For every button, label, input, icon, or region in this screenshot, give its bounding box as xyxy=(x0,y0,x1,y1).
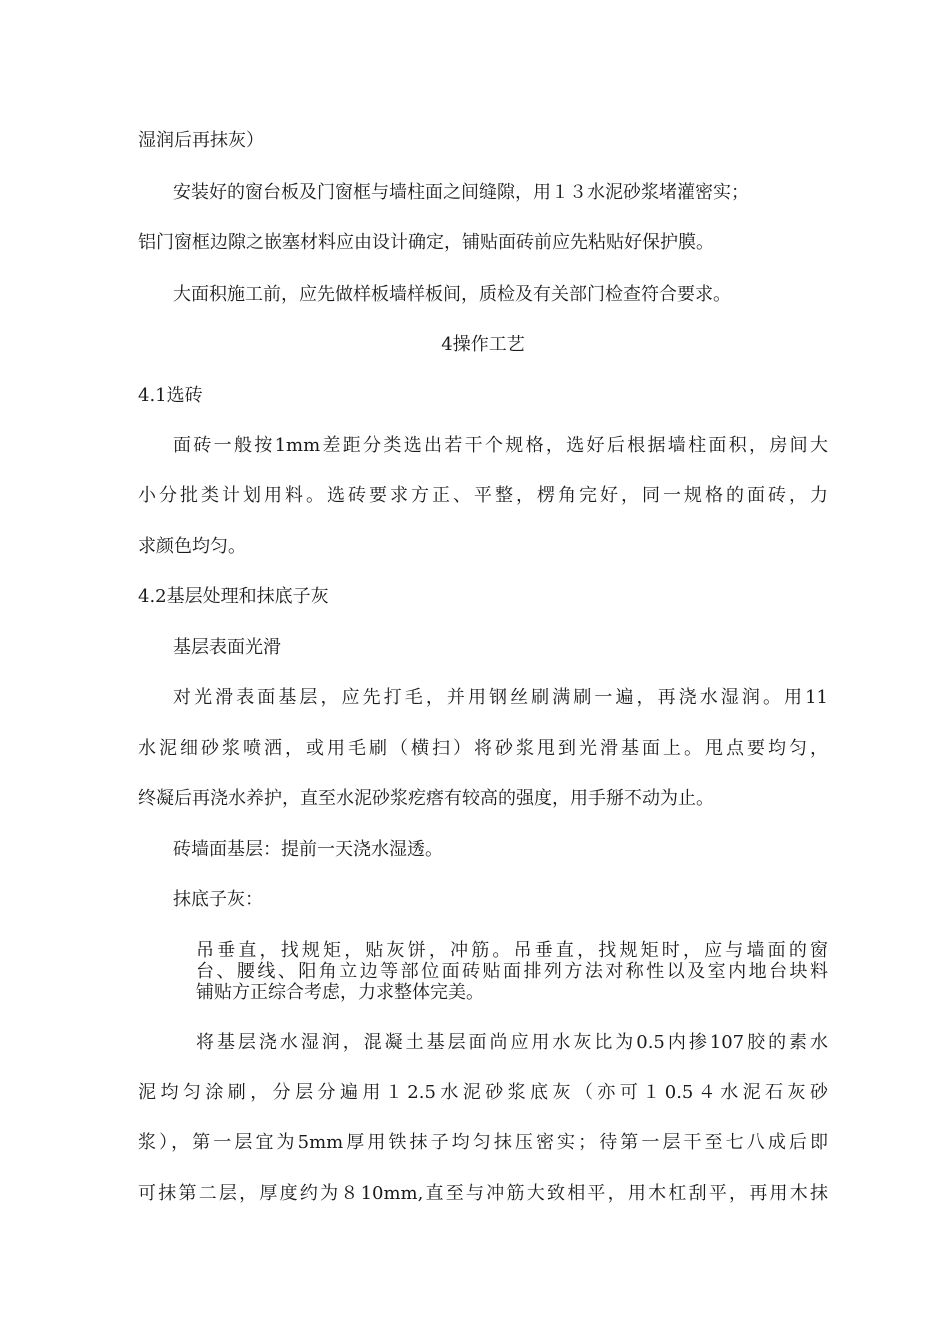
paragraph-line: 将基层浇水湿润，混凝土基层面尚应用水灰比为0.5内掺107胶的素水 xyxy=(196,1032,828,1053)
paragraph-line: 水泥细砂浆喷洒，或用毛刷（横扫）将砂浆甩到光滑基面上。甩点要均匀， xyxy=(138,738,828,759)
block-line: 台、腰线、阳角立边等部位面砖贴面排列方法对称性以及室内地台块料 xyxy=(196,961,828,982)
paragraph-line: 泥均匀涂刷，分层分遍用１2.5水泥砂浆底灰（亦可１0.5４水泥石灰砂 xyxy=(138,1082,828,1103)
paragraph-line: 抹底子灰： xyxy=(173,889,263,910)
section-heading: 4操作工艺 xyxy=(441,334,525,355)
paragraph-line: 终凝后再浇水养护，直至水泥砂浆疙瘩有较高的强度，用手掰不动为止。 xyxy=(138,788,714,809)
paragraph-line: 对光滑表面基层，应先打毛，并用钢丝刷满刷一遍，再浇水湿润。用11 xyxy=(173,687,828,708)
subsection-heading: 4.2基层处理和抹底子灰 xyxy=(138,586,329,607)
paragraph-line: 湿润后再抹灰） xyxy=(138,130,264,151)
paragraph-line: 铝门窗框边隙之嵌塞材料应由设计确定，铺贴面砖前应先粘贴好保护膜。 xyxy=(138,232,714,253)
paragraph-line: 面砖一般按1mm差距分类选出若干个规格，选好后根据墙柱面积，房间大 xyxy=(173,435,828,456)
paragraph-line: 基层表面光滑 xyxy=(173,637,281,658)
block-line: 吊垂直，找规矩，贴灰饼，冲筋。吊垂直，找规矩时，应与墙面的窗 xyxy=(196,940,828,961)
indented-block xyxy=(196,940,828,1003)
paragraph-line: 求颜色均匀。 xyxy=(138,536,246,557)
paragraph-line: 砖墙面基层：提前一天浇水湿透。 xyxy=(173,839,443,860)
paragraph-line: 大面积施工前，应先做样板墙样板间，质检及有关部门检查符合要求。 xyxy=(173,284,731,305)
paragraph-line: 小分批类计划用料。选砖要求方正、平整，楞角完好，同一规格的面砖，力 xyxy=(138,485,828,506)
subsection-heading: 4.1选砖 xyxy=(138,385,203,406)
paragraph-line: 浆），第一层宜为5mm厚用铁抹子均匀抹压密实；待第一层干至七八成后即 xyxy=(138,1132,828,1153)
paragraph-line: 可抹第二层，厚度约为８10mm,直至与冲筋大致相平，用木杠刮平，再用木抹 xyxy=(138,1183,828,1204)
block-line: 铺贴方正综合考虑，力求整体完美。 xyxy=(196,982,484,1003)
paragraph-line: 安装好的窗台板及门窗框与墙柱面之间缝隙，用１３水泥砂浆堵灌密实； xyxy=(173,182,749,203)
